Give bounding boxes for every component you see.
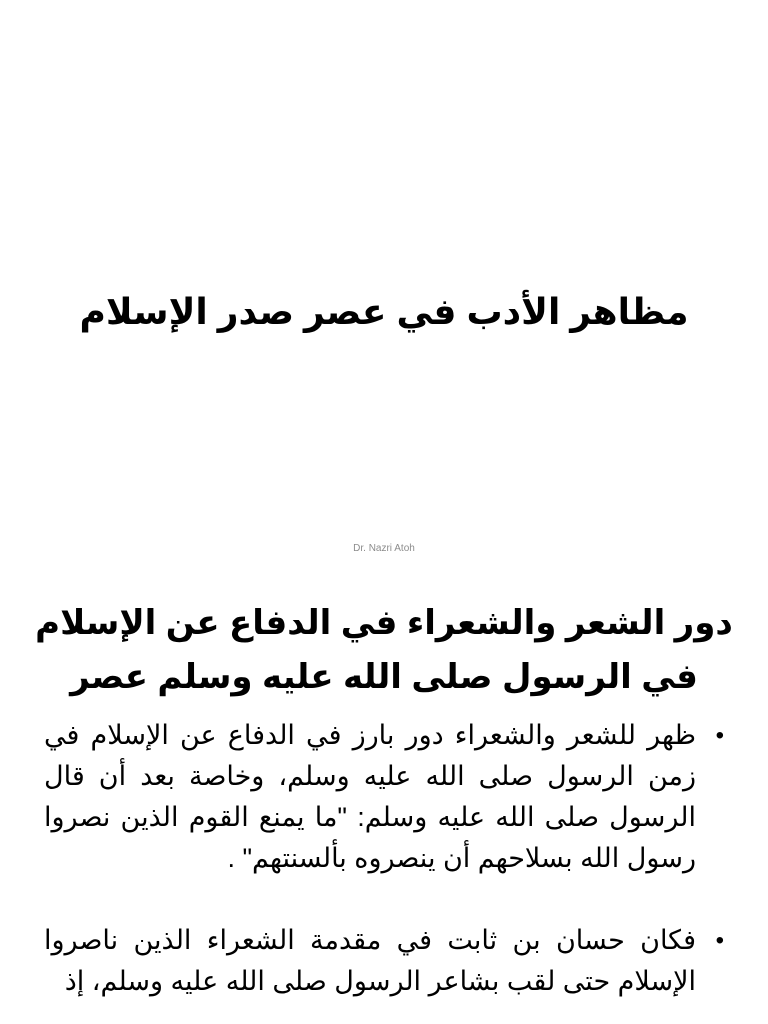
bullet-list [44, 715, 730, 1024]
bullet-dot-icon: • [715, 927, 724, 954]
section-heading: دور الشعر والشعراء في الدفاع عن الإسلام في الرسول صلى الله عليه وسلم عصر [35, 604, 733, 696]
bullet-dot-icon: • [715, 722, 724, 749]
list-item [44, 920, 730, 1002]
bullet-text: فكان حسان بن ثابت في مقدمة الشعراء الذين ناصروا الإسلام حتى لقب بشاعر الرسول صلى الله عليه وسلم، إذ [44, 925, 696, 996]
bullet-text: ظهر للشعر والشعراء دور بارز في الدفاع عن الإسلام في زمن الرسول صلى الله عليه وسلم، وخاصة بعد أن قال الرسول صلى الله عليه وسلم: "ما يمنع القوم الذين نصروا رسول الله بسلاحهم أن ينصروه بألسنتهم" . [44, 720, 696, 873]
list-item [44, 715, 730, 879]
author-credit: Dr. Nazri Atoh [353, 543, 415, 554]
slide-title: مظاهر الأدب في عصر صدر الإسلام [79, 291, 689, 332]
